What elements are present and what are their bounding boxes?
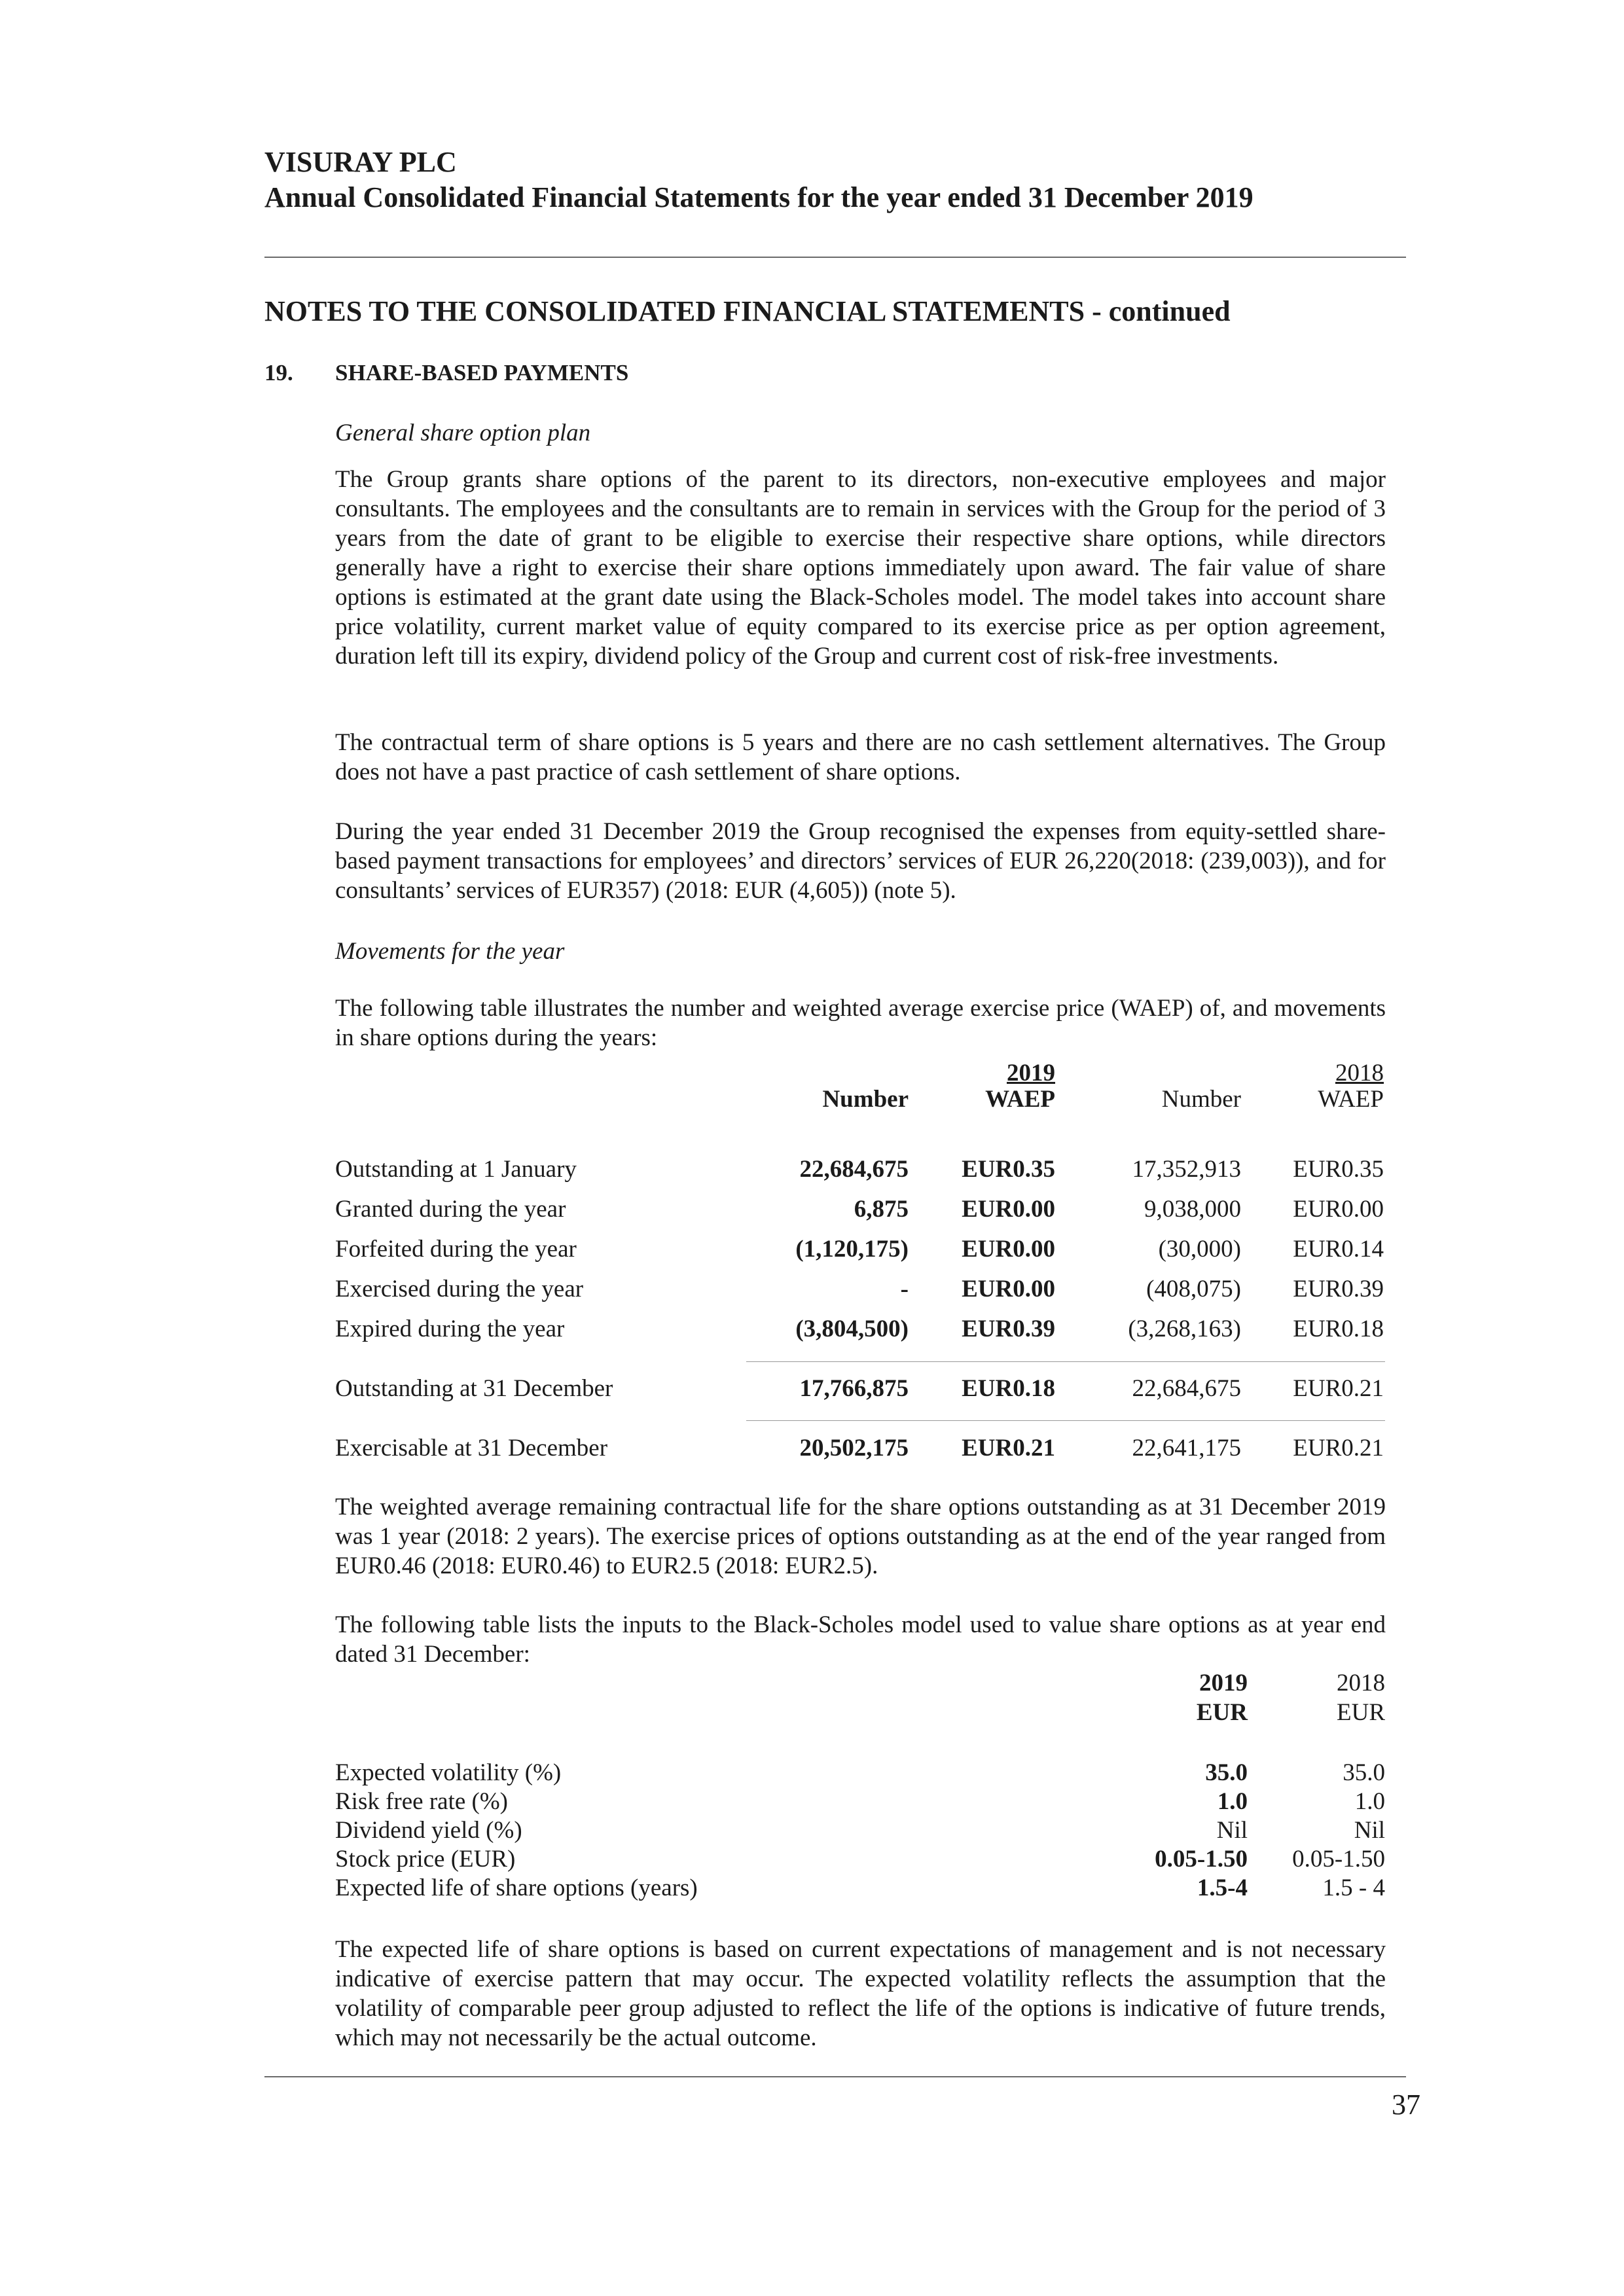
- footer-divider: [264, 2076, 1406, 2077]
- section-title: SHARE-BASED PAYMENTS: [335, 360, 629, 386]
- document-subtitle: Annual Consolidated Financial Statements for the year ended 31 December 2019: [264, 181, 1254, 213]
- cell-waep-2018: EUR0.14: [1293, 1236, 1384, 1263]
- input-value-2019: 35.0: [1205, 1759, 1248, 1786]
- cell-number-2019: 20,502,175: [799, 1435, 909, 1462]
- input-value-2018: 1.0: [1354, 1788, 1385, 1815]
- section-number: 19.: [264, 360, 293, 386]
- cell-waep-2018: EUR0.39: [1293, 1276, 1384, 1302]
- cell-number-2018: (30,000): [1158, 1236, 1241, 1263]
- paragraph-movements-intro: The following table illustrates the number and weighted average exercise price (WAEP) of, and movements in share options during the years:: [335, 995, 1386, 1051]
- cell-waep-2018: EUR0.00: [1293, 1196, 1384, 1223]
- paragraph-remaining-life: The weighted average remaining contractual life for the share options outstanding as at 31 December 2019 was 1 year (2018: 2 years). The exercise prices of options outstanding as at the end of the year ranged from EUR0.46 (2018: EUR0.46) to EUR2.5 (2018: EUR2.5).: [335, 1494, 1386, 1579]
- cell-number-2018: 22,641,175: [1132, 1435, 1241, 1462]
- cell-waep-2019: EUR0.00: [962, 1196, 1055, 1223]
- input-row-label: Stock price (EUR): [335, 1846, 516, 1873]
- cell-waep-2018: EUR0.18: [1293, 1316, 1384, 1342]
- subheading-movements: Movements for the year: [335, 938, 565, 965]
- input-row-label: Expected life of share options (years): [335, 1874, 698, 1901]
- col-header-waep-2019: WAEP: [985, 1086, 1055, 1113]
- input-value-2018: 1.5 - 4: [1322, 1874, 1385, 1901]
- company-name: VISURAY PLC: [264, 146, 457, 178]
- header-divider: [264, 257, 1406, 258]
- notes-title: NOTES TO THE CONSOLIDATED FINANCIAL STATEMENTS - continued: [264, 295, 1231, 327]
- movements-year-2018: 2018: [1335, 1060, 1384, 1086]
- cell-number-2018: (408,075): [1146, 1276, 1241, 1302]
- input-value-2019: Nil: [1216, 1817, 1248, 1844]
- subtotal-rule: [746, 1361, 1385, 1362]
- paragraph-plan-description: The Group grants share options of the parent to its directors, non-executive employees and major consultants. The employees and the consultants are to remain in services with the Group for the period of 3 years from the date of grant to be eligible to exercise their respective share options, while directors generally have a right to exercise their share options immediately upon award. The fair value of share options is estimated at the grant date using the Black-Scholes model. The model takes into account share price volatility, current market value of equity compared to its exercise price as per option agreement, duration left till its expiry, dividend policy of the Group and current cost of risk-free investments.: [335, 466, 1386, 670]
- cell-waep-2018: EUR0.21: [1293, 1375, 1384, 1402]
- paragraph-inputs-intro: The following table lists the inputs to the Black-Scholes model used to value share options as at year end dated 31 December:: [335, 1611, 1386, 1668]
- page-number: 37: [1392, 2089, 1420, 2121]
- movements-year-2019: 2019: [1007, 1060, 1055, 1086]
- col-header-number-2019: Number: [822, 1086, 909, 1113]
- row-label: Forfeited during the year: [335, 1236, 577, 1263]
- inputs-currency-2019: EUR: [1196, 1699, 1248, 1726]
- total-rule: [746, 1420, 1385, 1421]
- cell-waep-2019: EUR0.00: [962, 1236, 1055, 1263]
- paragraph-expenses: During the year ended 31 December 2019 the Group recognised the expenses from equity-settled share-based payment transactions for employees’ and directors’ services of EUR 26,220(2018: (239,003)), and for consultants’ services of EUR357) (2018: EUR (4,605)) (note 5).: [335, 818, 1386, 904]
- inputs-currency-2018: EUR: [1337, 1699, 1385, 1726]
- cell-waep-2018: EUR0.21: [1293, 1435, 1384, 1462]
- cell-number-2018: 9,038,000: [1144, 1196, 1241, 1223]
- inputs-year-2018: 2018: [1337, 1670, 1385, 1696]
- input-value-2018: 35.0: [1343, 1759, 1385, 1786]
- row-label: Granted during the year: [335, 1196, 566, 1223]
- cell-waep-2019: EUR0.35: [962, 1156, 1055, 1183]
- col-header-waep-2018: WAEP: [1318, 1086, 1384, 1113]
- row-label: Exercisable at 31 December: [335, 1435, 608, 1462]
- row-label: Expired during the year: [335, 1316, 565, 1342]
- cell-number-2019: 17,766,875: [799, 1375, 909, 1402]
- cell-waep-2019: EUR0.21: [962, 1435, 1055, 1462]
- cell-waep-2019: EUR0.00: [962, 1276, 1055, 1302]
- cell-waep-2019: EUR0.39: [962, 1316, 1055, 1342]
- inputs-year-2019: 2019: [1199, 1670, 1248, 1696]
- input-value-2018: 0.05-1.50: [1292, 1846, 1385, 1873]
- cell-number-2019: -: [900, 1276, 909, 1302]
- subheading-general-plan: General share option plan: [335, 420, 591, 446]
- paragraph-contractual-term: The contractual term of share options is 5 years and there are no cash settlement alternatives. The Group does not have a past practice of cash settlement of share options.: [335, 729, 1386, 785]
- row-label: Exercised during the year: [335, 1276, 584, 1302]
- col-header-number-2018: Number: [1161, 1086, 1241, 1113]
- cell-number-2019: 22,684,675: [799, 1156, 909, 1183]
- input-row-label: Dividend yield (%): [335, 1817, 522, 1844]
- input-value-2019: 1.5-4: [1197, 1874, 1248, 1901]
- row-label: Outstanding at 1 January: [335, 1156, 577, 1183]
- paragraph-expected-life: The expected life of share options is based on current expectations of management and is not necessary indicative of exercise pattern that may occur. The expected volatility reflects the assumption that the volatility of comparable peer group adjusted to reflect the life of the options is indicative of future trends, which may not necessarily be the actual outcome.: [335, 1936, 1386, 2051]
- input-row-label: Risk free rate (%): [335, 1788, 509, 1815]
- input-value-2019: 1.0: [1217, 1788, 1248, 1815]
- cell-waep-2019: EUR0.18: [962, 1375, 1055, 1402]
- cell-number-2019: (3,804,500): [795, 1316, 909, 1342]
- cell-number-2018: (3,268,163): [1128, 1316, 1241, 1342]
- cell-number-2019: 6,875: [854, 1196, 909, 1223]
- input-value-2019: 0.05-1.50: [1155, 1846, 1248, 1873]
- cell-number-2018: 22,684,675: [1132, 1375, 1241, 1402]
- input-value-2018: Nil: [1354, 1817, 1385, 1844]
- cell-number-2018: 17,352,913: [1132, 1156, 1241, 1183]
- cell-number-2019: (1,120,175): [795, 1236, 909, 1263]
- input-row-label: Expected volatility (%): [335, 1759, 562, 1786]
- row-label: Outstanding at 31 December: [335, 1375, 613, 1402]
- cell-waep-2018: EUR0.35: [1293, 1156, 1384, 1183]
